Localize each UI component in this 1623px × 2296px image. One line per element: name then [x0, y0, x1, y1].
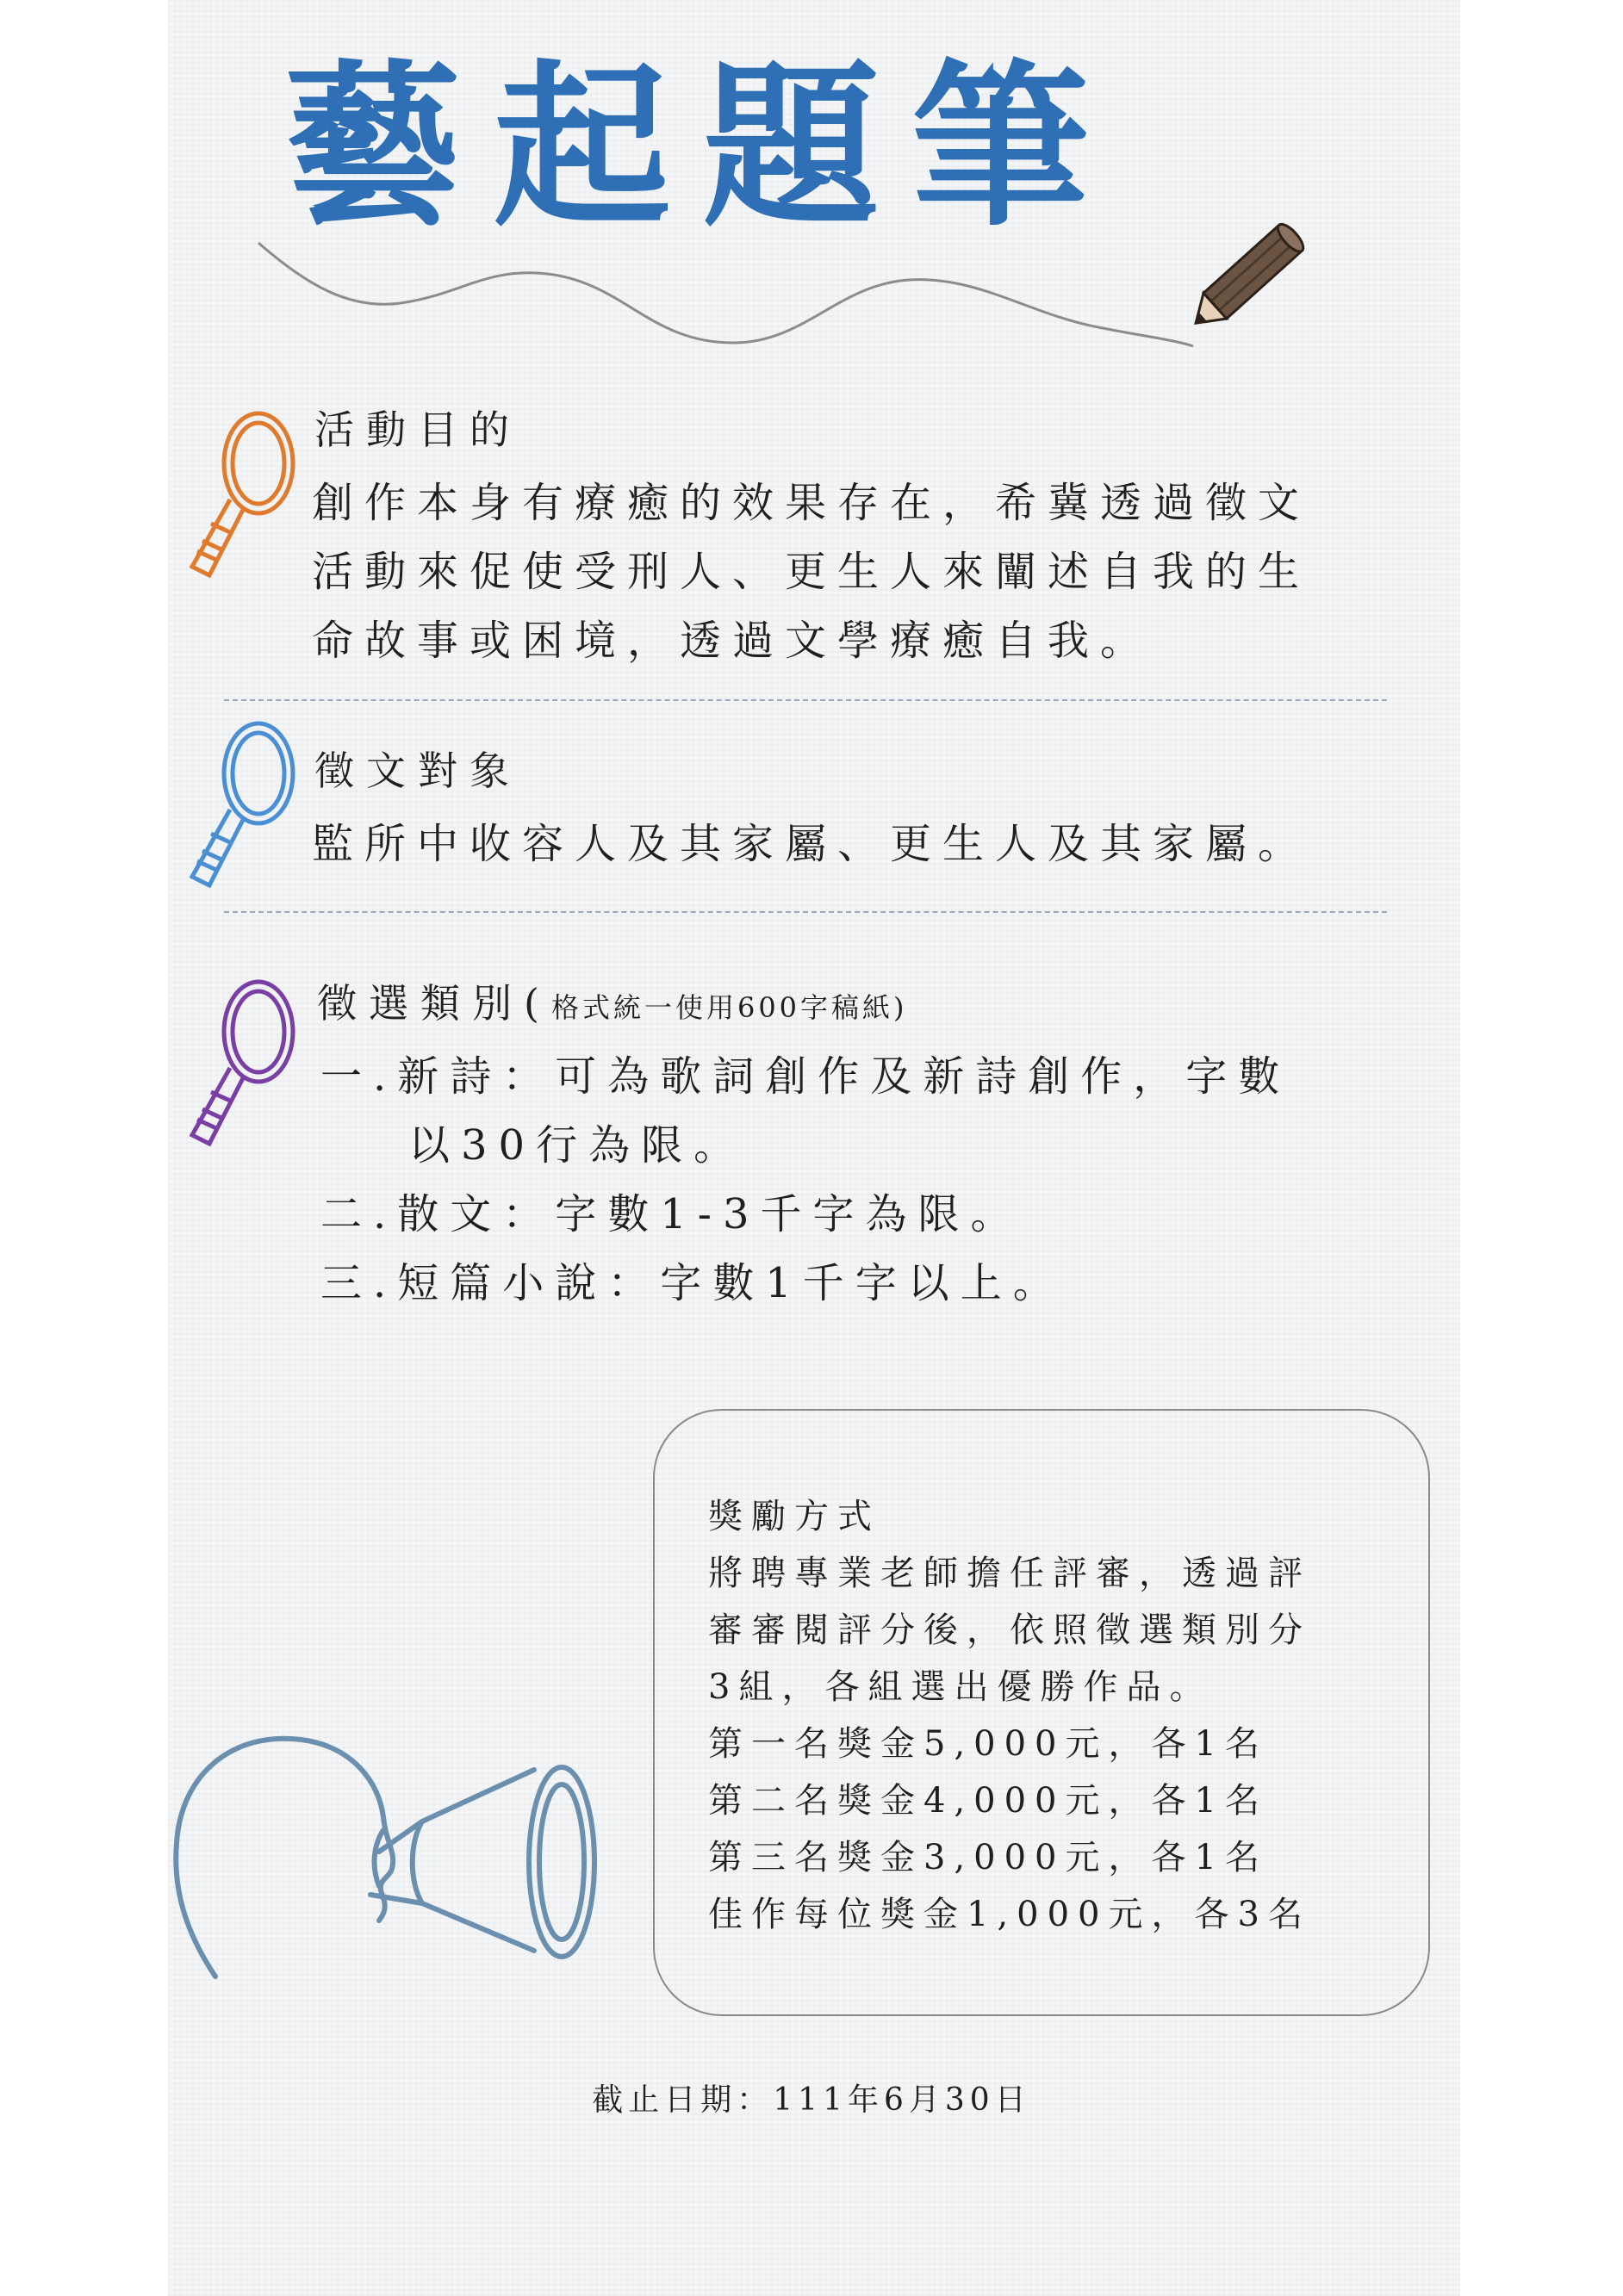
section-heading-category: [317, 980, 908, 1027]
title-char: 筆: [912, 46, 1122, 251]
body-line: 活動來促使受刑人、更生人來闡述自我的生: [312, 548, 1311, 596]
magnifier-icon: [177, 963, 306, 1170]
format-note: 格式統一使用600字稿紙): [550, 991, 908, 1024]
body-line: 創作本身有療癒的效果存在，希冀透過徵文: [312, 479, 1311, 527]
list-item: 二.散文：字數1-3千字為限。: [320, 1190, 1023, 1238]
award-text: [708, 1488, 1311, 1943]
pencil-icon: [1176, 194, 1331, 349]
award-line: 第二名獎金4,000元，各1名: [708, 1781, 1268, 1821]
section-heading-purpose: 活動目的: [314, 406, 521, 453]
body-line: 命故事或困境，透過文學療癒自我。: [312, 617, 1154, 665]
divider: [224, 911, 1387, 913]
section-heading-target: 徵文對象: [314, 748, 521, 794]
award-heading: 獎勵方式: [708, 1497, 880, 1536]
title-char: 題: [703, 46, 912, 251]
section-body-target: [312, 810, 1310, 878]
award-line: 第三名獎金3,000元，各1名: [708, 1838, 1268, 1877]
list-item: 三.短篇小說：字數1千字以上。: [320, 1259, 1066, 1307]
wave-underline: [254, 233, 1202, 370]
list-item: 一.新詩：可為歌詞創作及新詩創作，字數: [320, 1052, 1291, 1101]
award-line: 3組，各組選出優勝作品。: [708, 1667, 1213, 1707]
award-line: 第一名獎金5,000元，各1名: [708, 1724, 1268, 1764]
magnifier-icon: [177, 713, 306, 903]
award-line: 佳作每位獎金1,000元，各3名: [708, 1895, 1311, 1934]
megaphone-person-illustration: [164, 1636, 655, 1998]
magnifier-icon: [177, 403, 306, 593]
award-line: 審審閱評分後，依照徵選類別分: [708, 1610, 1311, 1650]
award-box: [653, 1409, 1430, 2016]
section-body-category: [320, 1042, 1290, 1318]
award-line: 將聘專業老師擔任評審，透過評: [708, 1554, 1311, 1593]
deadline: 截止日期：111年6月30日: [592, 2082, 1031, 2118]
heading-text: 徵選類別(: [317, 980, 551, 1027]
body-line: 監所中收容人及其家屬、更生人及其家屬。: [312, 820, 1311, 868]
list-item: 以30行為限。: [408, 1121, 747, 1170]
poster-title: [284, 46, 1122, 251]
section-body-purpose: [312, 469, 1310, 675]
title-char: 起: [494, 46, 703, 251]
divider: [224, 699, 1387, 701]
title-char: 藝: [284, 46, 494, 251]
